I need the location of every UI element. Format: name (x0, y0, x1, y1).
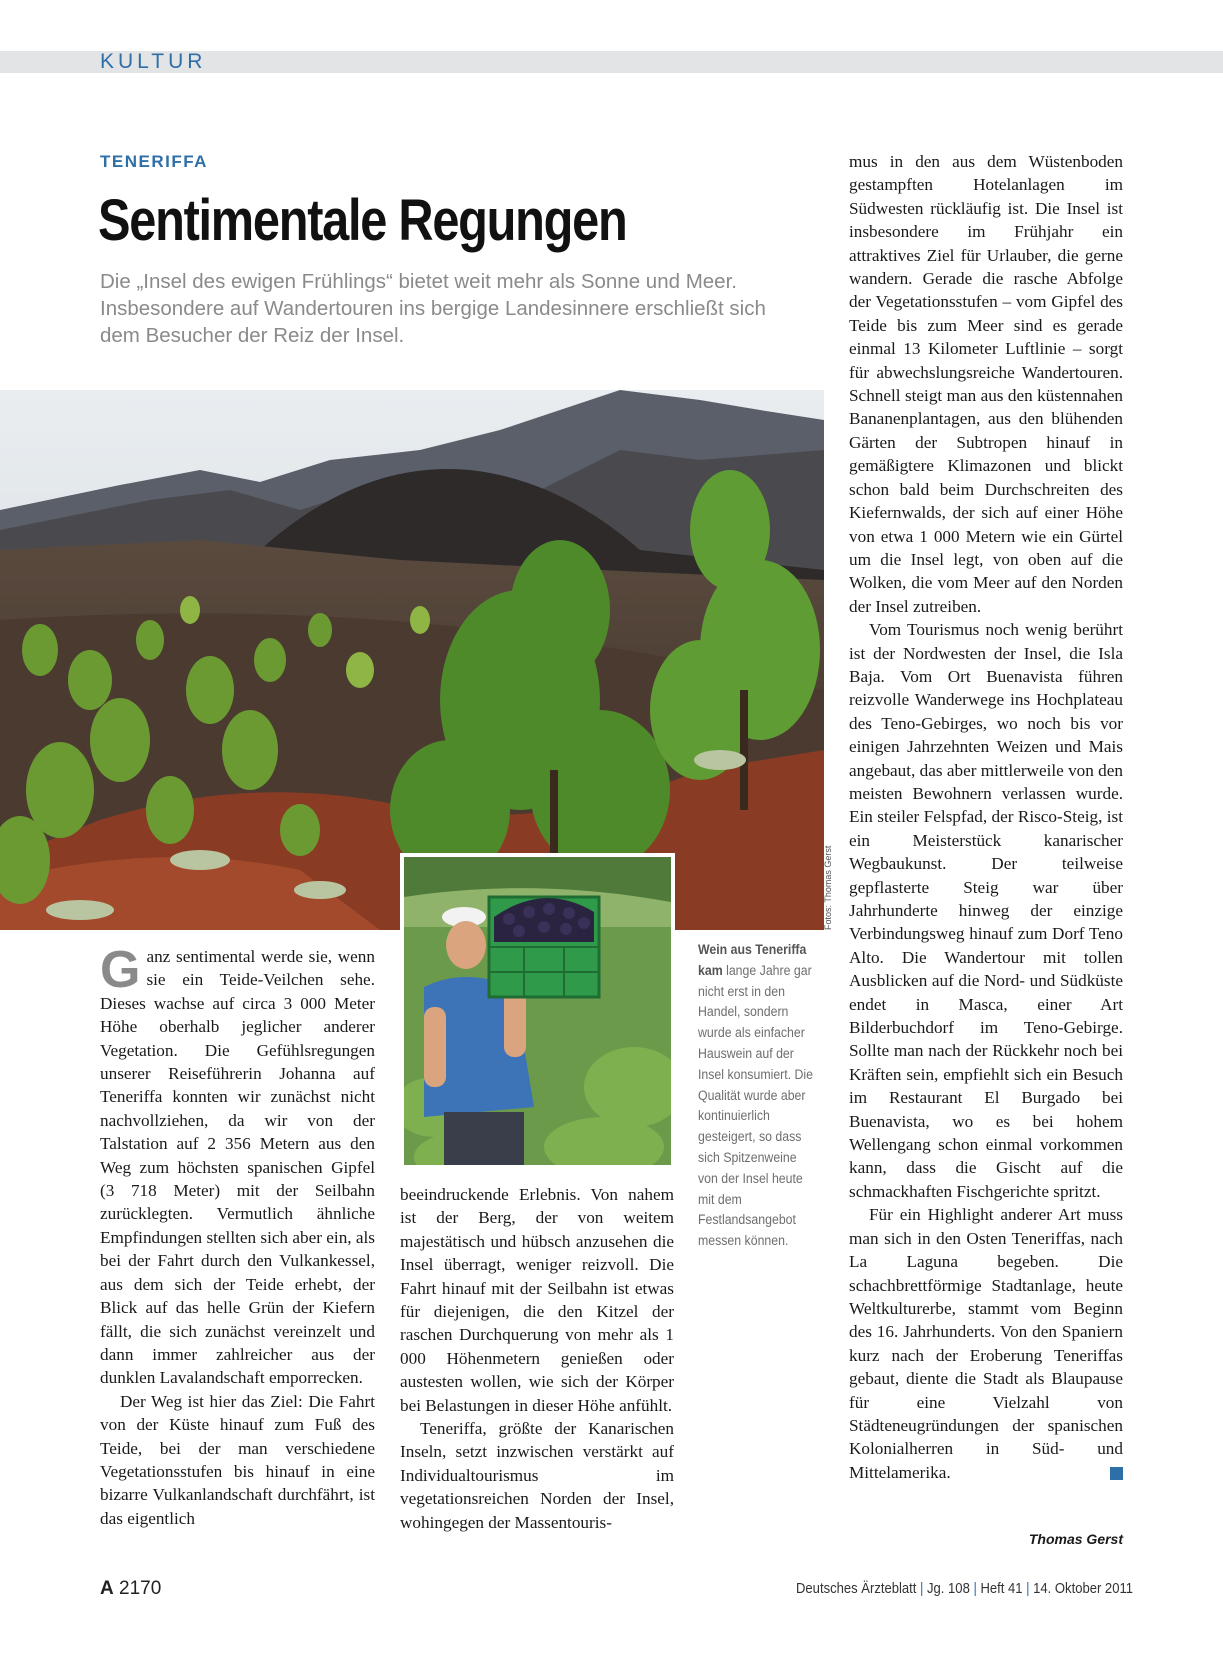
paragraph: Ganz sentimental werde sie, wenn sie ein Teide-Veilchen sehe. Dieses wachse auf circa 3 000 Meter Höhe oberhalb jeglicher anderer Vegetation. Die Gefühlsregungen unserer Reiseführerin Johanna auf Teneriffa konnten wir zunächst nicht nachvollziehen, da wir von der Talstation auf 2 356 Metern aus den Weg zum höchsten spanischen Gipfel (3 718 Meter) mit der Seilbahn zurücklegten. Vermutlich ähnliche Empfindungen stellten sich aber ein, als bei der Fahrt durch den Vulkankessel, aus dem sich der Teide erhebt, der Blick auf das helle Grün der Kiefern fällt, die sich zunächst vereinzelt und dann immer zahlreicher aus der dunklen Lavalandschaft emporrecken. (100, 941, 375, 1388)
photo-caption (698, 940, 816, 1252)
body-column-3 (849, 150, 1123, 1484)
photo-credit: Fotos: Thomas Gerst (823, 845, 833, 930)
landscape-photo (0, 390, 824, 930)
paragraph: Für ein Highlight anderer Art muss man sich in den Osten Teneriffas, nach La Laguna begeben. Die schachbrettförmige Stadtanlage, heute Weltkulturerbe, stammt vom Beginn des 16. Jahrhunderts. Von den Spaniern kurz nach der Eroberung Teneriffas gebaut, diente die Stadt als Blaupause für eine Vielzahl von Städteneugründungen der spanischen Kolonialherren in Süd- und Mittelamerika. (849, 1205, 1123, 1482)
paragraph: mus in den aus dem Wüstenboden gestampften Hotelanlagen im Südwesten rückläufig ist. Die Insel ist insbesondere im Frühjahr ein attraktives Ziel für Urlauber, die gerne wandern. Gerade die rasche Abfolge der Vegetationsstufen – vom Gipfel des Teide bis zum Meer sind es gerade einmal 13 Kilometer Luftlinie – sorgt für abwechslungsreiche Wandertouren. Schnell steigt man aus den küstennahen Bananenplantagen, aus den blühenden Gärten der Subtropen hinauf in gemäßigtere Klimazonen und blickt schon bald beim Durchschreiten des Kiefernwalds, der sich auf einer Höhe von etwa 1 000 Metern wie ein Gürtel um die Insel legt, von oben auf die Wolken, die vom Meer auf den Norden der Insel zutreiben. (849, 152, 1123, 616)
article-lead: Die „Insel des ewigen Frühlings“ bietet weit mehr als Sonne und Meer. Insbesondere auf Wandertouren ins bergige Landesinnere erschließt sich dem Besucher der Reiz der Insel. (100, 270, 766, 347)
body-column-1 (100, 941, 375, 1530)
issue: Heft 41 (980, 1581, 1023, 1597)
footer-publication-info: Deutsches Ärzteblatt | Jg. 108 | Heft 41 | 14. Oktober 2011 (796, 1581, 1134, 1597)
caption-text: lange Jahre gar nicht erst in den Handel, sondern wurde als einfacher Hauswein auf der Insel konsumiert. Die Qualität wurde aber kontinuierlich gesteigert, so dass sich Spitzenweine von der Insel heute mit dem Festlandsangebot messen können. (698, 962, 814, 1249)
article-kicker: TENERIFFA (100, 152, 208, 171)
drop-cap: G (100, 941, 141, 999)
paragraph: Der Weg ist hier das Ziel: Die Fahrt von der Küste hinauf zum Fuß des Teide, bei der man verschiedene Vegetationsstufen bis hinauf in eine bizarre Vulkanlandschaft durchfährt, ist das eigentlich (100, 1391, 375, 1528)
paragraph: Vom Tourismus noch wenig berührt ist der Nordwesten der Insel, die Isla Baja. Vom Ort Buenavista führen reizvolle Wanderwege ins Hochplateau des Teno-Gebirges, wo noch bis vor einigen Jahrzehnten Weizen und Mais angebaut, das aber mittlerweile von den meisten Bewohnern verlassen wurde. Ein steiler Felspfad, der Risco-Steig, ist ein Meisterstück kanarischer Wegbaukunst. Der teilweise gepflasterte Steig war über Jahrhunderte hinweg der einzige Verbindungsweg hinauf zum Dorf Teno Alto. Die Wandertour mit tollen Ausblicken auf die Nord- und Südküste endet in Masca, einer Art Bilderbuchdorf im Teno-Gebirge. Sollte man nach der Rückkehr noch bei Kräften sein, empfiehlt sich ein Besuch im Restaurant El Burgado bei Buenavista, wo es bei hohem Wellengang schon einmal vorkommen kann, dass die Gischt auf die schmackhaften Fischgerichte spritzt. (849, 620, 1123, 1201)
vintner-photo (400, 853, 675, 1169)
vintner-illustration (404, 857, 671, 1165)
page-number: A 2170 (100, 1578, 162, 1599)
journal-name: Deutsches Ärzteblatt (796, 1581, 917, 1597)
caption-lead: Wein aus Teneriffa kam (698, 942, 807, 978)
section-label: KULTUR (100, 50, 207, 73)
paragraph: Teneriffa, größte der Kanarischen Inseln, setzt inzwischen verstärkt auf Individualtourismus im vegetationsreichen Norden der Insel, wohingegen der Massentouris- (400, 1419, 674, 1532)
body-column-2 (400, 1183, 674, 1534)
issue-date: 14. Oktober 2011 (1033, 1581, 1134, 1597)
author-name: Thomas Gerst (1028, 1531, 1123, 1547)
landscape-illustration (0, 390, 824, 930)
end-square-icon (1110, 1467, 1123, 1480)
volume: Jg. 108 (927, 1581, 970, 1597)
article-title: Sentimentale Regungen (98, 188, 627, 253)
paragraph: beeindruckende Erlebnis. Von nahem ist der Berg, der von weitem majestätisch und hübsch anzusehen die Insel überragt, weniger reizvoll. Die Fahrt hinauf mit der Seilbahn ist etwas für diejenigen, die den Kitzel der raschen Durchquerung von mehr als 1 000 Höhenmetern genießen oder austesten wollen, wie sich der Körper bei Belastungen in dieser Höhe anfühlt. (400, 1185, 674, 1415)
